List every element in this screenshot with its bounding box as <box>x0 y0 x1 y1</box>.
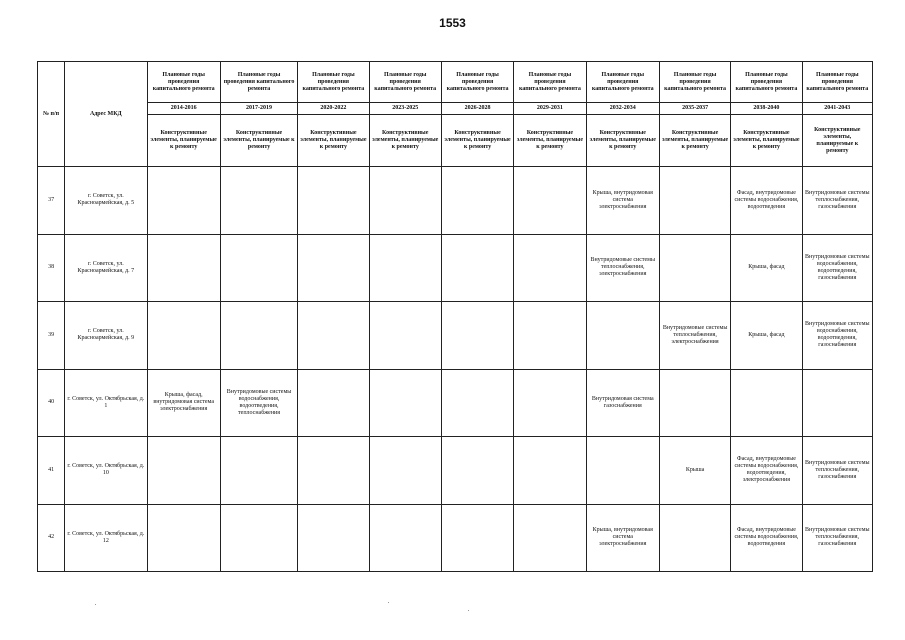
elements-header: Конструктивные элементы, планируемые к ремонту <box>731 115 802 167</box>
repair-cell <box>220 437 297 505</box>
repair-cell <box>298 369 369 437</box>
repair-cell <box>441 234 513 302</box>
repair-cell <box>514 167 586 235</box>
years-header: 2041-2043 <box>802 103 872 115</box>
repair-cell <box>514 504 586 572</box>
repair-cell: Крыша, фасад <box>731 302 802 370</box>
repair-cell <box>441 167 513 235</box>
repair-cell <box>369 437 441 505</box>
repair-cell: Фасад, внутридомовые системы водоснабжения, водоотведения <box>731 167 802 235</box>
repair-cell <box>298 234 369 302</box>
repair-cell <box>147 167 220 235</box>
repair-cell: Внутридомовые системы теплоснабжения, газоснабжения <box>802 437 872 505</box>
period-header: Плановые годы проведения капитального ремонта <box>441 62 513 103</box>
repair-cell <box>731 369 802 437</box>
repair-cell: Внутридомовые системы теплоснабжения, электроснабжения <box>586 234 659 302</box>
repair-cell: Фасад, внутридомовые системы водоснабжения, водоотведения <box>731 504 802 572</box>
period-header: Плановые годы проведения капитального ремонта <box>220 62 297 103</box>
elements-header: Конструктивные элементы, планируемые к ремонту <box>586 115 659 167</box>
table-row <box>38 302 873 370</box>
period-header: Плановые годы проведения капитального ремонта <box>731 62 802 103</box>
repair-cell <box>369 167 441 235</box>
repair-cell <box>586 437 659 505</box>
row-address: г. Советск, ул. Красноармейская, д. 9 <box>65 302 147 370</box>
row-address: г. Советск, ул. Красноармейская, д. 7 <box>65 234 147 302</box>
period-header: Плановые годы проведения капитального ремонта <box>659 62 730 103</box>
repair-cell <box>369 504 441 572</box>
period-header: Плановые годы проведения капитального ремонта <box>298 62 369 103</box>
elements-header: Конструктивные элементы, планируемые к ремонту <box>147 115 220 167</box>
page-number: 1553 <box>439 16 466 30</box>
row-number: 40 <box>38 369 65 437</box>
elements-header: Конструктивные элементы, планируемые к ремонту <box>659 115 730 167</box>
years-header: 2038-2040 <box>731 103 802 115</box>
repair-cell <box>369 369 441 437</box>
repair-cell <box>586 302 659 370</box>
elements-header: Конструктивные элементы, планируемые к ремонту <box>441 115 513 167</box>
repair-cell <box>220 504 297 572</box>
years-header: 2020-2022 <box>298 103 369 115</box>
repair-cell <box>514 369 586 437</box>
repair-cell <box>298 302 369 370</box>
capital-repair-table <box>37 61 873 572</box>
years-header: 2026-2028 <box>441 103 513 115</box>
period-header: Плановые годы проведения капитального ремонта <box>514 62 586 103</box>
elements-header: Конструктивные элементы, планируемые к ремонту <box>298 115 369 167</box>
row-address: г. Советск, ул. Октябрьская, д. 10 <box>65 437 147 505</box>
row-number: 42 <box>38 504 65 572</box>
repair-cell <box>369 302 441 370</box>
repair-cell <box>298 504 369 572</box>
years-header: 2035-2037 <box>659 103 730 115</box>
years-header: 2017-2019 <box>220 103 297 115</box>
repair-cell: Крыша <box>659 437 730 505</box>
repair-cell <box>147 504 220 572</box>
col-number-header: № п/п <box>38 62 65 167</box>
table-row <box>38 437 873 505</box>
repair-cell: Крыша, внутридомовая система электроснабжения <box>586 504 659 572</box>
repair-cell <box>369 234 441 302</box>
row-address: г. Советск, ул. Красноармейская, д. 5 <box>65 167 147 235</box>
repair-cell <box>659 167 730 235</box>
repair-cell: Внутридомовые системы водоснабжения, водоотведения, газоснабжения <box>802 302 872 370</box>
row-number: 41 <box>38 437 65 505</box>
repair-cell: Внутридомовые системы теплоснабжения, газоснабжения <box>802 167 872 235</box>
repair-cell <box>220 167 297 235</box>
elements-header: Конструктивные элементы, планируемые к ремонту <box>802 115 872 167</box>
row-address: г. Советск, ул. Октябрьская, д. 1 <box>65 369 147 437</box>
repair-cell <box>298 437 369 505</box>
repair-cell <box>147 302 220 370</box>
repair-cell <box>441 302 513 370</box>
table-row <box>38 504 873 572</box>
repair-cell: Внутридомовые системы теплоснабжения, электроснабжения <box>659 302 730 370</box>
repair-cell <box>298 167 369 235</box>
repair-cell <box>514 234 586 302</box>
years-header: 2029-2031 <box>514 103 586 115</box>
row-address: г. Советск, ул. Октябрьская, д. 12 <box>65 504 147 572</box>
repair-cell <box>220 234 297 302</box>
repair-cell: Крыша, фасад, внутридомовая система электроснабжения <box>147 369 220 437</box>
repair-cell <box>147 437 220 505</box>
repair-cell: Фасад, внутридомовые системы водоснабжения, водоотведения, электроснабжения <box>731 437 802 505</box>
elements-header: Конструктивные элементы, планируемые к ремонту <box>220 115 297 167</box>
repair-cell <box>441 437 513 505</box>
repair-cell: Внутридомовые системы водоснабжения, водоотведения, газоснабжения <box>802 234 872 302</box>
repair-cell <box>802 369 872 437</box>
repair-cell <box>659 234 730 302</box>
years-header: 2023-2025 <box>369 103 441 115</box>
repair-cell <box>441 504 513 572</box>
repair-cell <box>514 437 586 505</box>
repair-cell: Внутридомовые системы теплоснабжения, газоснабжения <box>802 504 872 572</box>
table-row <box>38 234 873 302</box>
repair-cell: Внутридомовая система газоснабжения <box>586 369 659 437</box>
repair-cell <box>659 504 730 572</box>
repair-cell: Внутридомовые системы водоснабжения, водоотведения, теплоснабжения <box>220 369 297 437</box>
years-header: 2014-2016 <box>147 103 220 115</box>
repair-cell <box>220 302 297 370</box>
row-number: 37 <box>38 167 65 235</box>
period-header: Плановые годы проведения капитального ремонта <box>586 62 659 103</box>
elements-header: Конструктивные элементы, планируемые к ремонту <box>369 115 441 167</box>
repair-cell <box>441 369 513 437</box>
table-row <box>38 167 873 235</box>
years-header: 2032-2034 <box>586 103 659 115</box>
repair-cell <box>659 369 730 437</box>
row-number: 38 <box>38 234 65 302</box>
elements-header: Конструктивные элементы, планируемые к ремонту <box>514 115 586 167</box>
period-header: Плановые годы проведения капитального ремонта <box>802 62 872 103</box>
period-header: Плановые годы проведения капитального ремонта <box>369 62 441 103</box>
repair-cell: Крыша, внутридомовая система электроснабжения <box>586 167 659 235</box>
repair-cell: Крыша, фасад <box>731 234 802 302</box>
repair-cell <box>147 234 220 302</box>
table-row <box>38 369 873 437</box>
row-number: 39 <box>38 302 65 370</box>
col-address-header: Адрес МКД <box>65 62 147 167</box>
repair-cell <box>514 302 586 370</box>
period-header: Плановые годы проведения капитального ремонта <box>147 62 220 103</box>
